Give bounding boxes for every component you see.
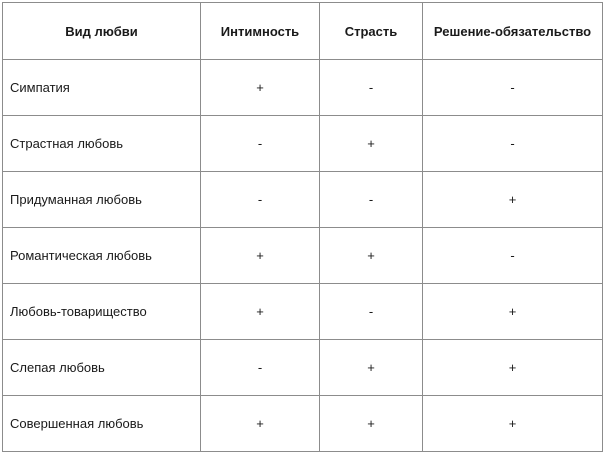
commitment-cell: + bbox=[423, 284, 603, 340]
intimacy-cell: + bbox=[201, 228, 320, 284]
passion-cell: - bbox=[320, 172, 423, 228]
passion-cell: - bbox=[320, 60, 423, 116]
intimacy-cell: + bbox=[201, 284, 320, 340]
love-type-cell: Совершенная любовь bbox=[3, 396, 201, 452]
love-type-cell: Придуманная любовь bbox=[3, 172, 201, 228]
table-row bbox=[3, 284, 603, 340]
commitment-cell: + bbox=[423, 396, 603, 452]
table-row bbox=[3, 396, 603, 452]
table-body bbox=[3, 60, 603, 452]
love-type-cell: Страстная любовь bbox=[3, 116, 201, 172]
header-intimacy: Интимность bbox=[201, 3, 320, 60]
love-types-table-wrapper bbox=[2, 2, 602, 452]
table-row bbox=[3, 60, 603, 116]
passion-cell: + bbox=[320, 340, 423, 396]
passion-cell: - bbox=[320, 284, 423, 340]
commitment-cell: + bbox=[423, 172, 603, 228]
passion-cell: + bbox=[320, 116, 423, 172]
header-love-type: Вид любви bbox=[3, 3, 201, 60]
header-commitment: Решение-обязательство bbox=[423, 3, 603, 60]
commitment-cell: + bbox=[423, 340, 603, 396]
intimacy-cell: + bbox=[201, 396, 320, 452]
commitment-cell: - bbox=[423, 116, 603, 172]
header-passion: Страсть bbox=[320, 3, 423, 60]
passion-cell: + bbox=[320, 396, 423, 452]
love-types-table bbox=[2, 2, 603, 452]
table-row bbox=[3, 340, 603, 396]
commitment-cell: - bbox=[423, 228, 603, 284]
table-row bbox=[3, 228, 603, 284]
intimacy-cell: + bbox=[201, 60, 320, 116]
header-row bbox=[3, 3, 603, 60]
intimacy-cell: - bbox=[201, 116, 320, 172]
intimacy-cell: - bbox=[201, 340, 320, 396]
intimacy-cell: - bbox=[201, 172, 320, 228]
commitment-cell: - bbox=[423, 60, 603, 116]
love-type-cell: Слепая любовь bbox=[3, 340, 201, 396]
love-type-cell: Любовь-товарищество bbox=[3, 284, 201, 340]
table-row bbox=[3, 172, 603, 228]
passion-cell: + bbox=[320, 228, 423, 284]
love-type-cell: Симпатия bbox=[3, 60, 201, 116]
table-row bbox=[3, 116, 603, 172]
table-header bbox=[3, 3, 603, 60]
love-type-cell: Романтическая любовь bbox=[3, 228, 201, 284]
